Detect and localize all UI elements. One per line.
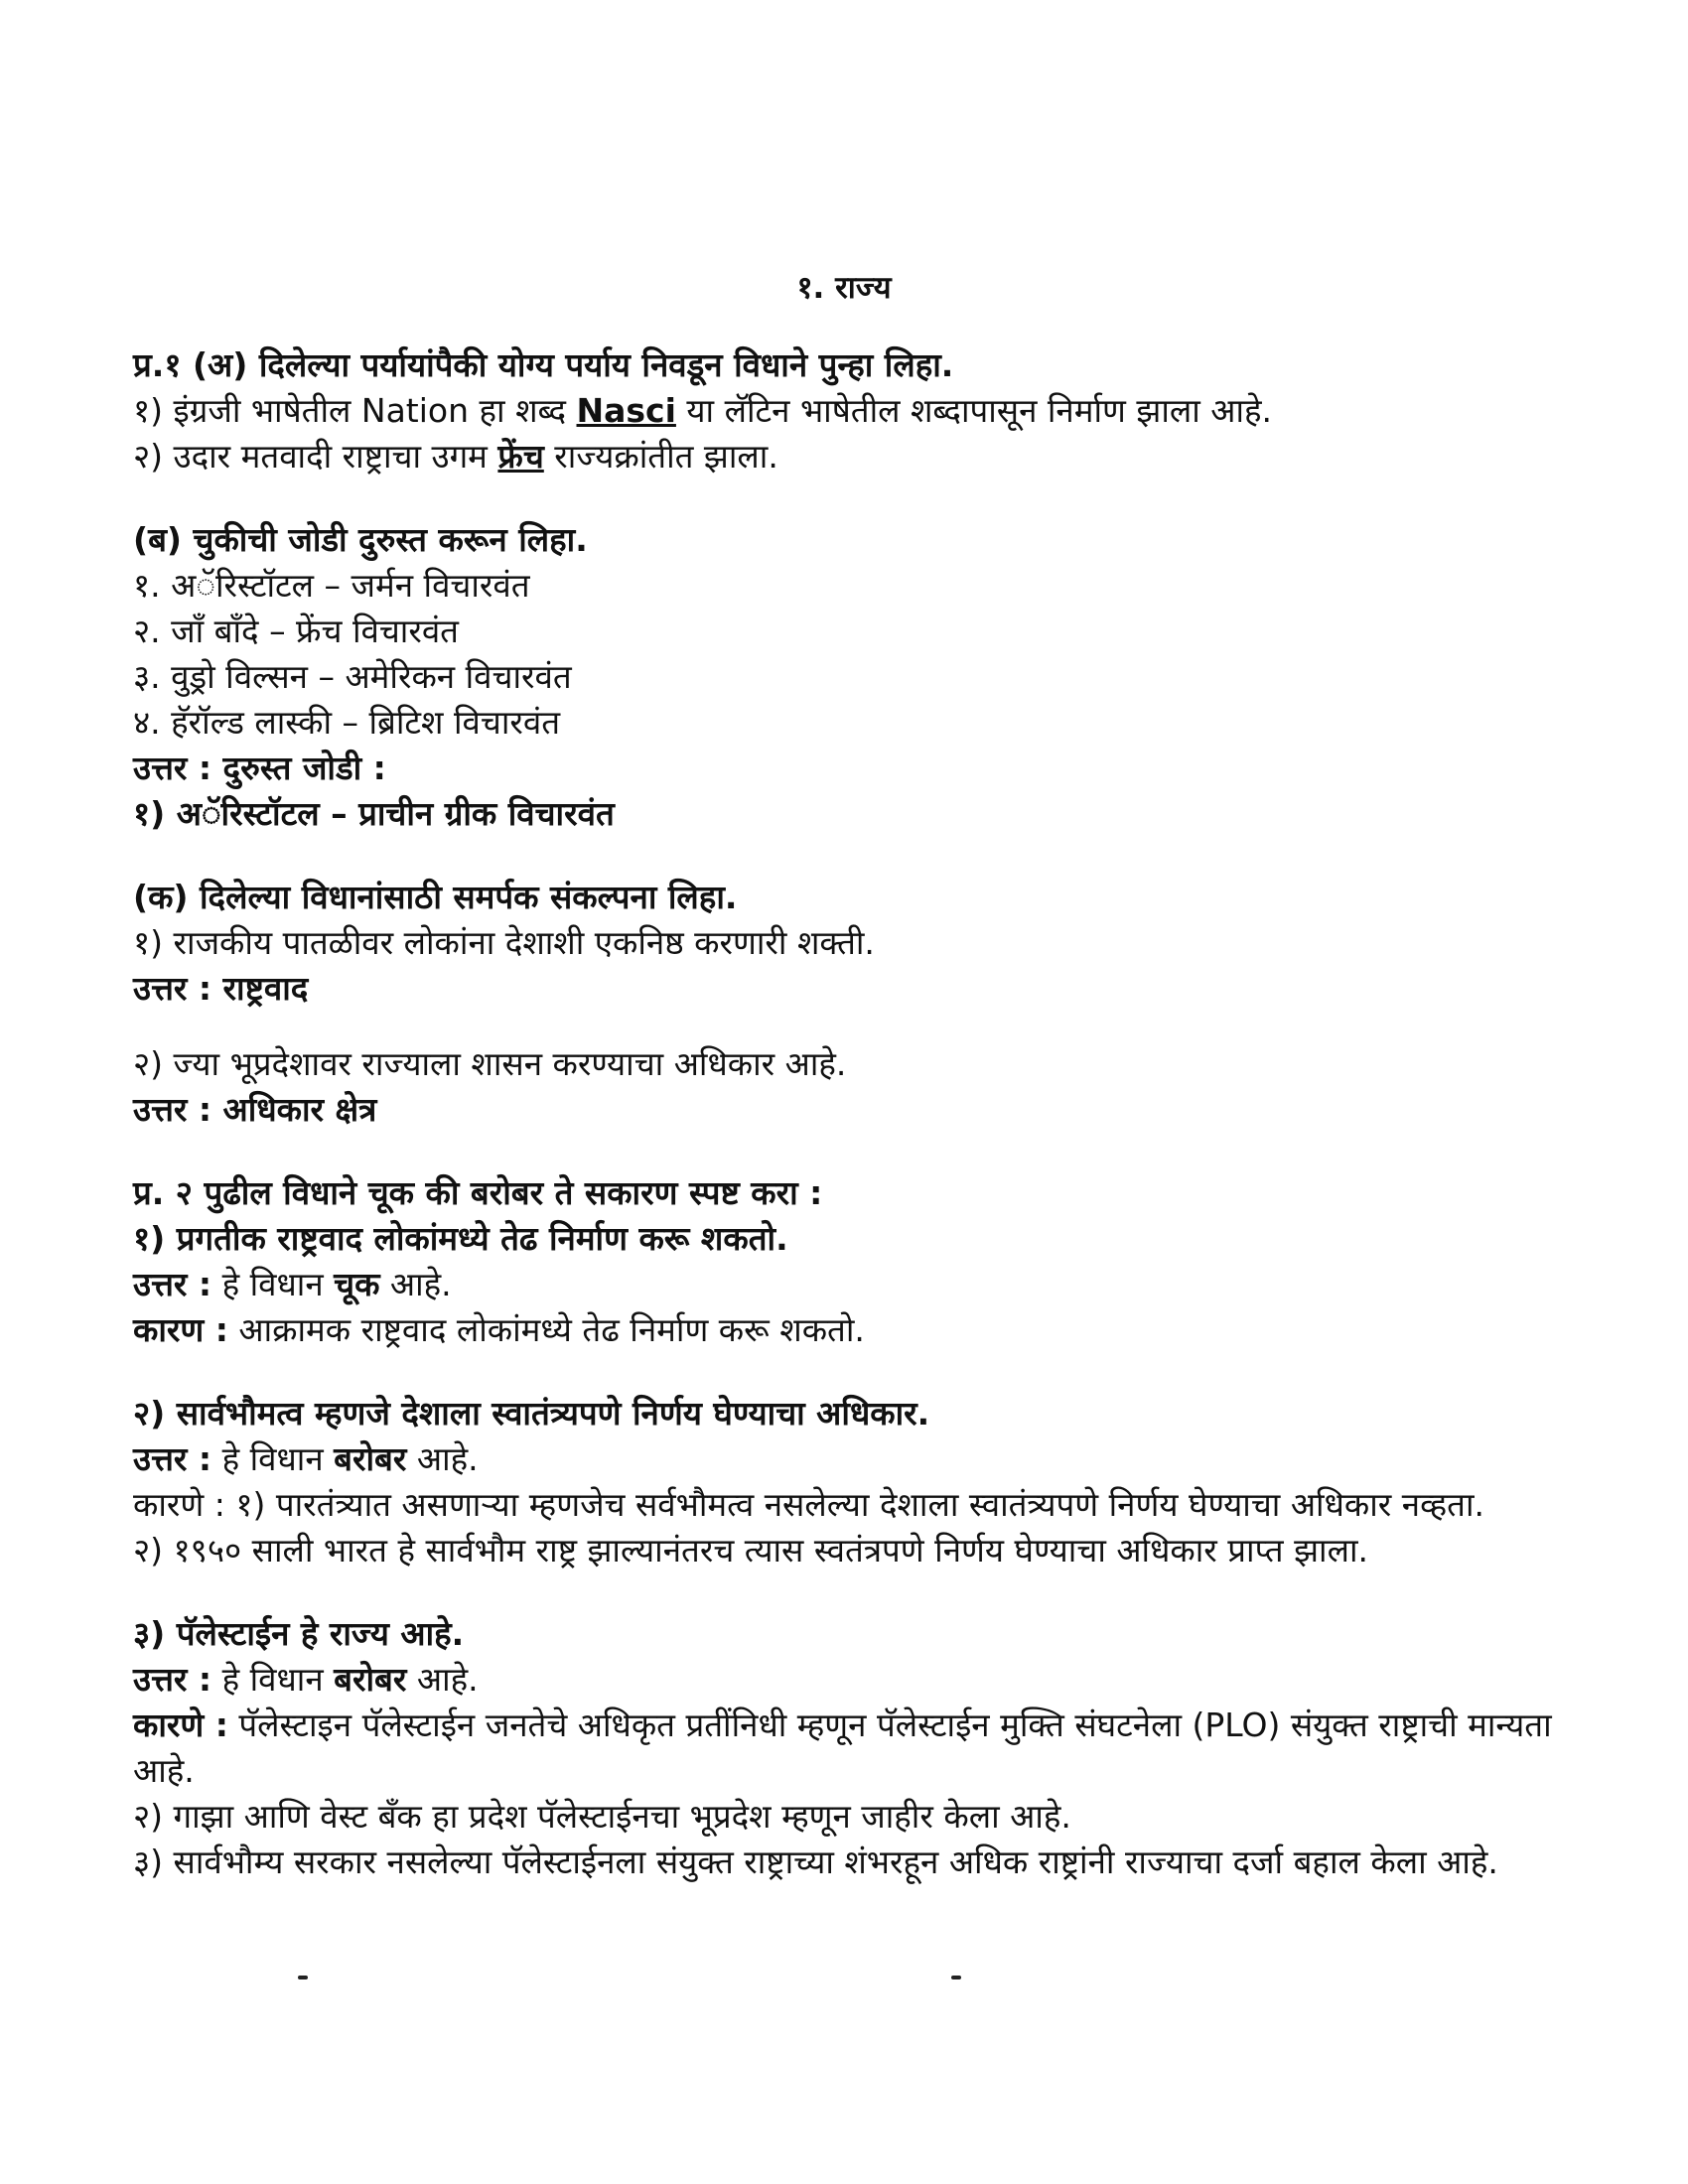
answer-text: हे विधान: [211, 1439, 335, 1478]
statement-3-reason-2: २) गाझा आणि वेस्ट बँक हा प्रदेश पॅलेस्टाईनचा भूप्रदेश म्हणून जाहीर केला आहे.: [133, 1797, 1071, 1836]
statement-text: या लॅटिन भाषेतील शब्दापासून निर्माण झाला आहे.: [675, 391, 1273, 430]
concept-statement-2: २) ज्या भूप्रदेशावर राज्याला शासन करण्याचा अधिकार आहे.: [133, 1044, 847, 1083]
text-fragment-mark: [951, 1976, 961, 1979]
true-false-statement-2: २) सार्वभौमत्व म्हणजे देशाला स्वातंत्र्यपणे निर्णय घेण्याचा अधिकार.: [133, 1394, 930, 1433]
answer-text: हे विधान: [211, 1265, 335, 1303]
answer-verdict: चूक: [334, 1265, 380, 1303]
question-2-heading: प्र. २ पुढील विधाने चूक की बरोबर ते सकारण स्पष्ट करा :: [133, 1173, 823, 1212]
question-1b-heading: (ब) चुकीची जोडी दुरुस्त करून लिहा.: [133, 520, 588, 559]
concept-answer-1: उत्तर : राष्ट्रवाद: [133, 969, 309, 1008]
statement-2-reason-2: २) १९५० साली भारत हे सार्वभौम राष्ट्र झाल्यानंतरच त्यास स्वतंत्रपणे निर्णय घेण्याचा अधिकार प्राप्त झाला.: [133, 1531, 1368, 1570]
reason-text: पॅलेस्टाइन पॅलेस्टाईन जनतेचे अधिकृत प्रतींनिधी म्हणून पॅलेस्टाईन मुक्ति संघटनेला (PLO) संयुक्त राष्ट्राची मान्यता आहे.: [133, 1706, 1552, 1790]
pair-item: १. अॅरिस्टॉटल – जर्मन विचारवंत: [133, 566, 530, 605]
true-false-statement-1: १) प्रगतीक राष्ट्रवाद लोकांमध्ये तेढ निर्माण करू शकतो.: [133, 1219, 788, 1258]
answer-label: उत्तर :: [133, 1660, 212, 1699]
answer-text: आहे.: [379, 1265, 452, 1303]
concept-statement-1: १) राजकीय पातळीवर लोकांना देशाशी एकनिष्ठ करणारी शक्ती.: [133, 923, 875, 962]
answer-verdict: बरोबर: [334, 1660, 407, 1699]
statement-3-answer: [133, 1657, 1553, 1703]
answer-text: आहे.: [406, 1660, 479, 1699]
answer-underlined: फ्रेंच: [497, 437, 544, 476]
answer-label: उत्तर :: [133, 1439, 212, 1478]
statement-2-answer: [133, 1436, 1553, 1482]
pair-item: २. जाँ बाँदे – फ्रेंच विचारवंत: [133, 612, 459, 650]
statement-2-reason-1: कारणे : १) पारतंत्र्यात असणाऱ्या म्हणजेच सर्वभौमत्व नसलेल्या देशाला स्वातंत्र्यपणे निर्णय घेण्याचा अधिकार नव्हता.: [133, 1485, 1484, 1524]
true-false-statement-3: ३) पॅलेस्टाईन हे राज्य आहे.: [133, 1614, 465, 1653]
document-body: [133, 342, 1553, 1885]
statement-text: १) इंग्रजी भाषेतील Nation हा शब्द: [133, 391, 577, 430]
answer-text: आहे.: [406, 1439, 479, 1478]
pair-item: ३. वुड्रो विल्सन – अमेरिकन विचारवंत: [133, 657, 572, 696]
answer-verdict: बरोबर: [334, 1439, 407, 1478]
statement-3-reason-1: [133, 1703, 1553, 1794]
pair-item: ४. हॅरॉल्ड लास्की – ब्रिटिश विचारवंत: [133, 703, 561, 742]
question-1a-statement-2: [133, 434, 1553, 479]
concept-answer-2: उत्तर : अधिकार क्षेत्र: [133, 1090, 377, 1129]
answer-text: हे विधान: [211, 1660, 335, 1699]
statement-1-answer: [133, 1262, 1553, 1307]
answer-label: उत्तर :: [133, 1265, 212, 1303]
reason-label: कारणे :: [133, 1706, 228, 1744]
reason-text: आक्रामक राष्ट्रवाद लोकांमध्ये तेढ निर्माण करू शकतो.: [227, 1310, 865, 1349]
reason-label: कारण :: [133, 1310, 228, 1349]
answer-text: १) अॅरिस्टॉटल – प्राचीन ग्रीक विचारवंत: [133, 794, 615, 833]
answer-underlined: Nasci: [576, 391, 676, 430]
question-1c-heading: (क) दिलेल्या विधानांसाठी समर्पक संकल्पना लिहा.: [133, 878, 738, 916]
answer-label: उत्तर : दुरुस्त जोडी :: [133, 749, 386, 787]
question-1a-heading: प्र.१ (अ) दिलेल्या पर्यायांपैकी योग्य पर्याय निवडून विधाने पुन्हा लिहा.: [133, 345, 954, 384]
statement-text: २) उदार मतवादी राष्ट्राचा उगम: [133, 437, 498, 476]
cut-off-text-marks: [0, 1976, 1688, 1985]
statement-1-reason: [133, 1307, 1553, 1353]
question-1a-statement-1: [133, 388, 1553, 434]
statement-3-reason-3: ३) सार्वभौम्य सरकार नसलेल्या पॅलेस्टाईनला संयुक्त राष्ट्राच्या शंभरहून अधिक राष्ट्रांनी राज्याचा दर्जा बहाल केला आहे.: [133, 1843, 1498, 1881]
page-title: १. राज्य: [796, 270, 892, 306]
statement-text: राज्यक्रांतीत झाला.: [543, 437, 778, 476]
text-fragment-mark: [298, 1976, 308, 1979]
